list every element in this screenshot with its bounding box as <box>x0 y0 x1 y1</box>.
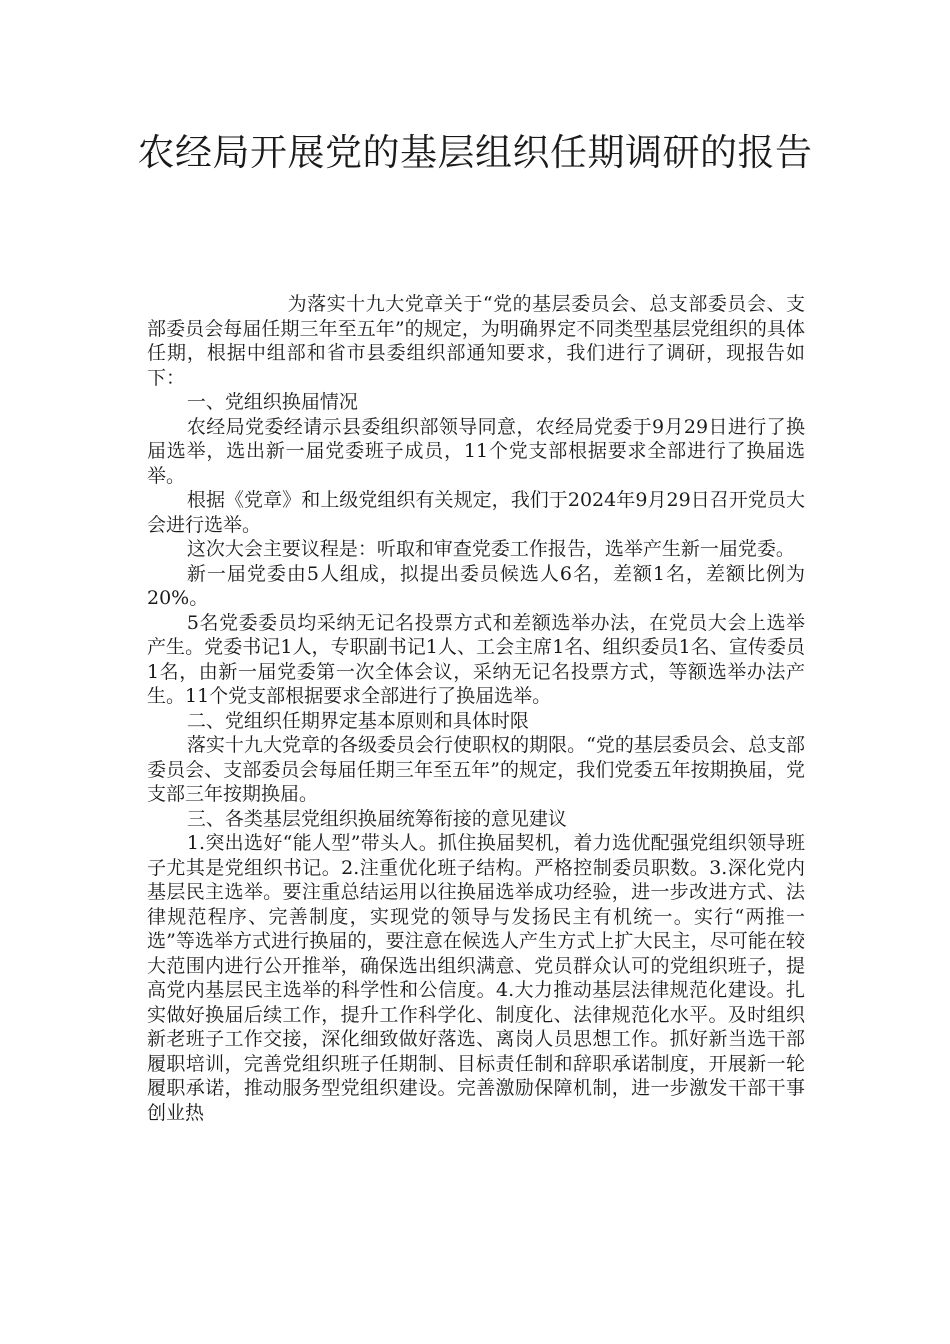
section-heading-3: 三、各类基层党组织换届统筹衔接的意见建议 <box>186 807 567 830</box>
body-paragraph: 5名党委委员均采纳无记名投票方式和差额选举办法，在党员大会上选举产生。党委书记1人，专职副书记1人、工会主席1名、组织委员1名、宣传委员1名，由新一届党委第一次全体会议，采纳无记名投票方式，等额选举办法产生。11个党支部根据要求全部进行了换届选举。 <box>147 611 805 707</box>
body-paragraph: 农经局党委经请示县委组织部领导同意，农经局党委于9月29日进行了换届选举，选出新一届党委班子成员，11个党支部根据要求全部进行了换届选举。 <box>147 415 805 487</box>
document-title: 农经局开展党的基层组织任期调研的报告 <box>137 131 813 174</box>
body-paragraph: 这次大会主要议程是：听取和审查党委工作报告，选举产生新一届党委。 <box>186 538 795 560</box>
body-paragraph: 落实十九大党章的各级委员会行使职权的期限。“党的基层委员会、总支部委员会、支部委员会每届任期三年至五年”的规定，我们党委五年按期换届，党支部三年按期换届。 <box>147 734 805 805</box>
section-heading-1: 一、党组织换届情况 <box>186 391 358 413</box>
body-paragraph: 新一届党委由5人组成，拟提出委员候选人6名，差额1名，差额比例为20%。 <box>147 562 805 609</box>
intro-paragraph: 为落实十九大党章关于“党的基层委员会、总支部委员会、支部委员会每届任期三年至五年”的规定，为明确界定不同类型基层党组织的具体任期，根据中组部和省市县委组织部通知要求，我们进行了调研，现报告如下： <box>147 293 805 389</box>
body-paragraph: 根据《党章》和上级党组织有关规定，我们于2024年9月29日召开党员大会进行选举。 <box>147 489 805 536</box>
section-heading-2: 二、党组织任期界定基本原则和具体时限 <box>186 709 529 732</box>
body-paragraph: 1.突出选好“能人型”带头人。抓住换届契机，着力选优配强党组织领导班子尤其是党组织书记。2.注重优化班子结构。严格控制委员职数。3.深化党内基层民主选举。要注重总结运用以往换届选举成功经验，进一步改进方式、法律规范程序、完善制度，实现党的领导与发扬民主有机统一。实行“两推一选”等选举方式进行换届的，要注意在候选人产生方式上扩大民主，尽可能在较大范围内进行公开推举，确保选出组织满意、党员群众认可的党组织班子，提高党内基层民主选举的科学性和公信度。4.大力推动基层法律规范化建设。扎实做好换届后续工作，提升工作科学化、制度化、法律规范化水平。及时组织新老班子工作交接，深化细致做好落选、离岗人员思想工作。抓好新当选干部履职培训，完善党组织班子任期制、目标责任制和辞职承诺制度，开展新一轮履职承诺，推动服务型党组织建设。完善激励保障机制，进一步激发干部干事创业热 <box>147 832 805 1124</box>
document-body <box>147 292 805 1125</box>
